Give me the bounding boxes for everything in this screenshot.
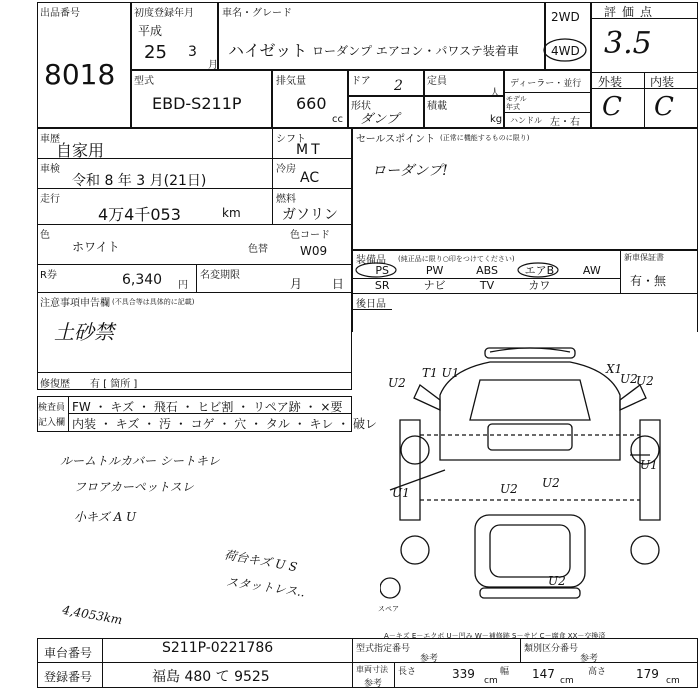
recycle-unit: 円: [178, 280, 188, 291]
hand-note-1: ルームトルカバー シートキレ: [60, 454, 220, 468]
name-change-unit: 月 日: [290, 277, 344, 291]
interior-label: 内装: [650, 75, 675, 89]
mark-8: U2: [500, 482, 518, 496]
displacement-label: 排気量: [276, 76, 306, 87]
name-label: 車名・グレード: [222, 8, 292, 19]
capacity-unit: 人: [490, 88, 500, 99]
width-unit: cm: [560, 676, 574, 686]
mark-2: T1 U1: [422, 366, 460, 380]
mark-4: X1: [606, 362, 623, 376]
registration-year: 25: [144, 42, 167, 63]
details-frame: [37, 128, 352, 390]
aftermarket-label: 後日品: [356, 299, 386, 310]
history-value: 自家用: [56, 141, 105, 160]
drive-4wd: 4WD: [551, 44, 580, 58]
height-label: 高さ: [588, 667, 607, 677]
history-label: 車歴: [40, 134, 60, 145]
lot-number: 8018: [44, 58, 116, 91]
model-spec-ref: 参考: [420, 654, 439, 664]
width-label: 幅: [500, 667, 510, 677]
color-code-value: W09: [300, 244, 328, 258]
length-label: 長さ: [398, 667, 417, 677]
mileage-label: 走行: [40, 194, 60, 205]
mark-3: U2: [620, 372, 638, 386]
registration-month: 3: [188, 44, 197, 60]
equipment-item-r2-2: TV: [479, 279, 495, 292]
chassis-value: S211P-0221786: [162, 640, 274, 656]
load-unit: kg: [490, 114, 503, 125]
exterior-score: C: [602, 92, 622, 122]
height-unit: cm: [666, 676, 680, 686]
notes-label: 注意事項申告欄: [40, 298, 110, 309]
mark-6: U1: [640, 458, 658, 472]
repair-value: 有 [ 箇所 ]: [90, 379, 138, 390]
drive-2wd: 2WD: [551, 10, 580, 24]
interior-score: C: [654, 92, 674, 122]
registration-month-unit: 月: [208, 60, 218, 71]
damage-legend: A－キズ E－エクボ U－凹み W－補修跡 S－サビ C－腐食 XX－交換済: [384, 632, 606, 640]
sales-note: (正常に機能するものに限り): [440, 134, 530, 142]
inspector-row-2: 内装 ・ キズ ・ 汚 ・ コゲ ・ 穴 ・ タル ・ キレ ・ 破レ: [72, 417, 378, 431]
shape-value: ダンプ: [360, 112, 400, 127]
color-value: ホワイト: [72, 240, 120, 254]
height-value: 179: [636, 667, 659, 681]
color-code-label: 色コード: [290, 230, 330, 241]
notes-value: 土砂禁: [54, 320, 114, 344]
door-value: 2: [394, 78, 403, 94]
type-value: EBD-S211P: [152, 94, 242, 113]
size-ref: 参考: [364, 679, 383, 689]
hand-note-6: 4,4053km: [61, 602, 124, 628]
inspector-row-1: FW ・ キズ ・ 飛石 ・ ヒビ割 ・ リペア跡 ・ ×要: [72, 400, 343, 414]
hand-note-5: スタットレス..: [225, 574, 306, 600]
registration-label: 初度登録年月: [134, 8, 194, 19]
sales-box: [352, 128, 698, 250]
equipment-note: (純正品に限り○印をつけてください): [398, 255, 515, 263]
repair-label: 修復歴: [40, 379, 70, 390]
mileage-value: 4万4千053: [98, 205, 181, 224]
class-ref: 参考: [580, 654, 599, 664]
equipment-item-r2-0: SR: [374, 279, 390, 292]
length-unit: cm: [484, 676, 498, 686]
dealer-label: ディーラー・並行: [510, 79, 582, 89]
exterior-label: 外装: [598, 75, 623, 89]
sales-value: ローダンプ!: [372, 163, 448, 179]
length-value: 339: [452, 667, 475, 681]
handle-label: ハンドル: [510, 116, 542, 125]
car-grade: ローダンプ エアコン・パワステ装着車: [312, 44, 519, 58]
score-label: 評価点: [604, 5, 659, 19]
score-value: 3.5: [604, 26, 652, 61]
inspector-label-2: 記入欄: [38, 418, 66, 428]
drive-4wd-circle: [542, 36, 588, 64]
door-label: ドア: [351, 76, 371, 87]
mark-1: U2: [388, 376, 406, 390]
equipment-item-r1-1: PW: [425, 264, 444, 277]
hand-note-2: フロアカーペットスレ: [74, 480, 194, 494]
equipment-item-r1-4: AW: [582, 264, 601, 277]
recycle-label: R券: [40, 270, 57, 281]
spare-label: スペア: [378, 605, 399, 613]
aftermarket-box: [352, 294, 698, 332]
model-spec-label: 型式指定番号: [356, 644, 411, 654]
model-year-label: モデル年式: [506, 95, 527, 111]
equipment-item-r2-1: ナビ: [423, 279, 446, 292]
size-label: 車両寸法: [356, 665, 388, 674]
displacement-value: 660: [296, 94, 327, 113]
mark-10: U2: [548, 574, 566, 588]
recycle-value: 6,340: [122, 272, 163, 288]
ac-label: 冷房: [276, 164, 296, 175]
fuel-value: ガソリン: [282, 207, 338, 223]
shift-label: シフト: [276, 134, 306, 145]
sales-label: セールスポイント: [356, 134, 436, 145]
capacity-label: 定員: [427, 76, 447, 87]
fuel-label: 燃料: [276, 194, 296, 205]
ac-value: AC: [300, 170, 320, 186]
class-label: 類別区分番号: [524, 644, 579, 654]
equipment-circles: [352, 262, 620, 280]
inspection-label: 車検: [40, 164, 60, 175]
plate-label: 登録番号: [44, 670, 93, 684]
mileage-unit: km: [222, 206, 241, 220]
plate-value: 福島 480 て 9525: [152, 669, 270, 685]
car-name: ハイゼット: [228, 41, 308, 60]
registration-era: 平成: [138, 24, 163, 38]
load-label: 積載: [427, 101, 447, 112]
name-change-label: 名変期限: [200, 270, 240, 281]
equipment-item-r1-0: PS: [375, 264, 390, 277]
handle-value: 左・右: [550, 117, 580, 128]
equipment-item-r2-3: カワ: [528, 279, 551, 292]
warranty-label: 新車保証書: [624, 253, 664, 262]
equipment-item-r2-4: [566, 279, 618, 293]
width-value: 147: [532, 667, 555, 681]
warranty-value: 有・無: [630, 274, 667, 288]
color-label: 色: [40, 230, 50, 241]
inspection-value: 令和 8 年 3 月(21日): [72, 173, 207, 189]
hand-note-3: 小キズ A U: [74, 510, 137, 524]
equipment-item-r1-3: エアB: [524, 264, 555, 277]
color-swap-label: 色替: [248, 244, 268, 255]
type-label: 型式: [134, 76, 154, 87]
displacement-unit: cc: [332, 114, 343, 125]
hand-note-4: 荷台キズ U S: [223, 547, 299, 575]
lot-label: 出品番号: [40, 8, 80, 19]
equipment-item-r1-2: ABS: [476, 264, 498, 277]
shift-value: MT: [296, 142, 323, 158]
mark-5: U2: [636, 374, 654, 388]
notes-note: (不具合等は具体的に記載): [112, 298, 195, 306]
inspector-label-1: 検査員: [38, 403, 66, 413]
mark-9: U2: [542, 476, 560, 490]
equipment-row-2: [356, 279, 618, 293]
mark-7: U1: [392, 486, 410, 500]
equipment-label: 装備品: [356, 255, 386, 266]
shape-label: 形状: [351, 101, 371, 112]
chassis-label: 車台番号: [44, 646, 93, 660]
